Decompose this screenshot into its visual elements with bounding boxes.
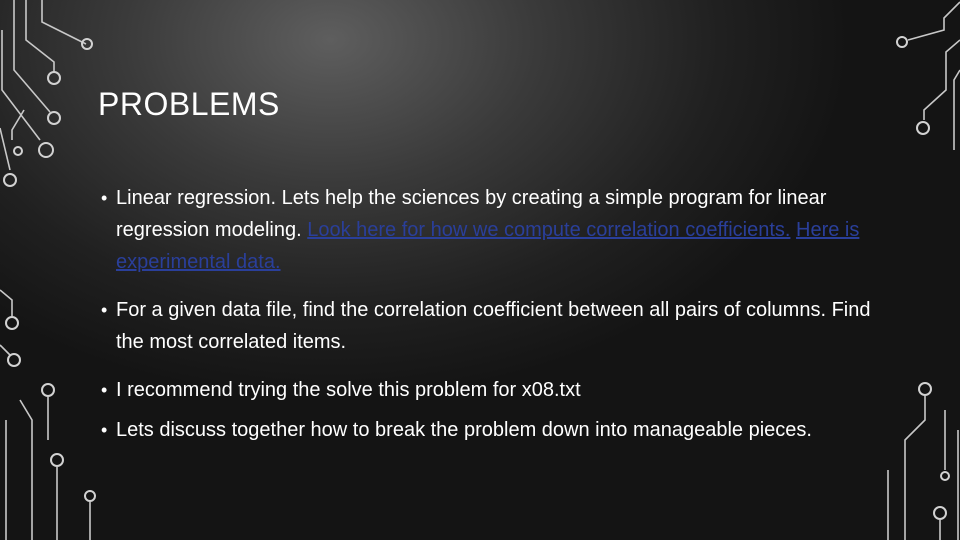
- circuit-node: [85, 491, 95, 501]
- bullet-list: [98, 182, 888, 462]
- circuit-trace: [905, 395, 925, 540]
- circuit-right-top: [897, 2, 960, 150]
- circuit-node: [8, 354, 20, 366]
- bullet-text: For a given data file, find the correlation coefficient between all pairs of columns. Find the most correlated items.: [116, 299, 871, 353]
- circuit-node: [897, 37, 907, 47]
- bullet-item-data-file: [98, 294, 888, 358]
- circuit-node: [51, 454, 63, 466]
- circuit-node: [917, 122, 929, 134]
- bullet-text: Linear regression. Lets help the sciences by creating a simple program for linear regression modeling.: [116, 187, 827, 241]
- circuit-trace: [14, 0, 50, 112]
- slide-title: PROBLEMS: [98, 86, 280, 122]
- bullet-dot: •: [101, 380, 108, 400]
- bullet-text: I recommend trying the solve this problem for x08.txt: [116, 379, 581, 401]
- bullet-text: Lets discuss together how to break the problem down into manageable pieces.: [116, 419, 812, 441]
- circuit-node: [48, 72, 60, 84]
- circuit-trace: [0, 290, 12, 316]
- bullet-dot: •: [101, 188, 108, 208]
- circuit-node: [934, 507, 946, 519]
- circuit-left-bottom: [0, 290, 95, 540]
- circuit-node: [48, 112, 60, 124]
- circuit-trace: [0, 345, 10, 355]
- circuit-node: [82, 39, 92, 49]
- circuit-trace: [42, 0, 86, 44]
- circuit-trace: [20, 400, 32, 540]
- bullet-item-linear-regression: [98, 182, 888, 278]
- circuit-trace: [26, 0, 54, 72]
- circuit-node: [42, 384, 54, 396]
- circuit-node: [4, 174, 16, 186]
- circuit-node: [941, 472, 949, 480]
- circuit-trace: [12, 110, 24, 140]
- circuit-trace: [954, 70, 960, 150]
- bullet-item-recommendation: [98, 374, 888, 406]
- circuit-right-bottom: [888, 383, 958, 540]
- experimental-data-link[interactable]: Here is experimental data.: [116, 219, 860, 273]
- bullet-dot: •: [101, 300, 108, 320]
- correlation-link[interactable]: Look here for how we compute correlation coefficients.: [307, 219, 791, 241]
- bullet-item-discussion: [98, 414, 888, 446]
- circuit-left-top: [0, 0, 92, 186]
- circuit-node: [39, 143, 53, 157]
- circuit-node: [919, 383, 931, 395]
- circuit-node: [14, 147, 22, 155]
- circuit-trace: [0, 128, 10, 170]
- circuit-trace: [908, 2, 960, 40]
- circuit-node: [6, 317, 18, 329]
- bullet-dot: •: [101, 420, 108, 440]
